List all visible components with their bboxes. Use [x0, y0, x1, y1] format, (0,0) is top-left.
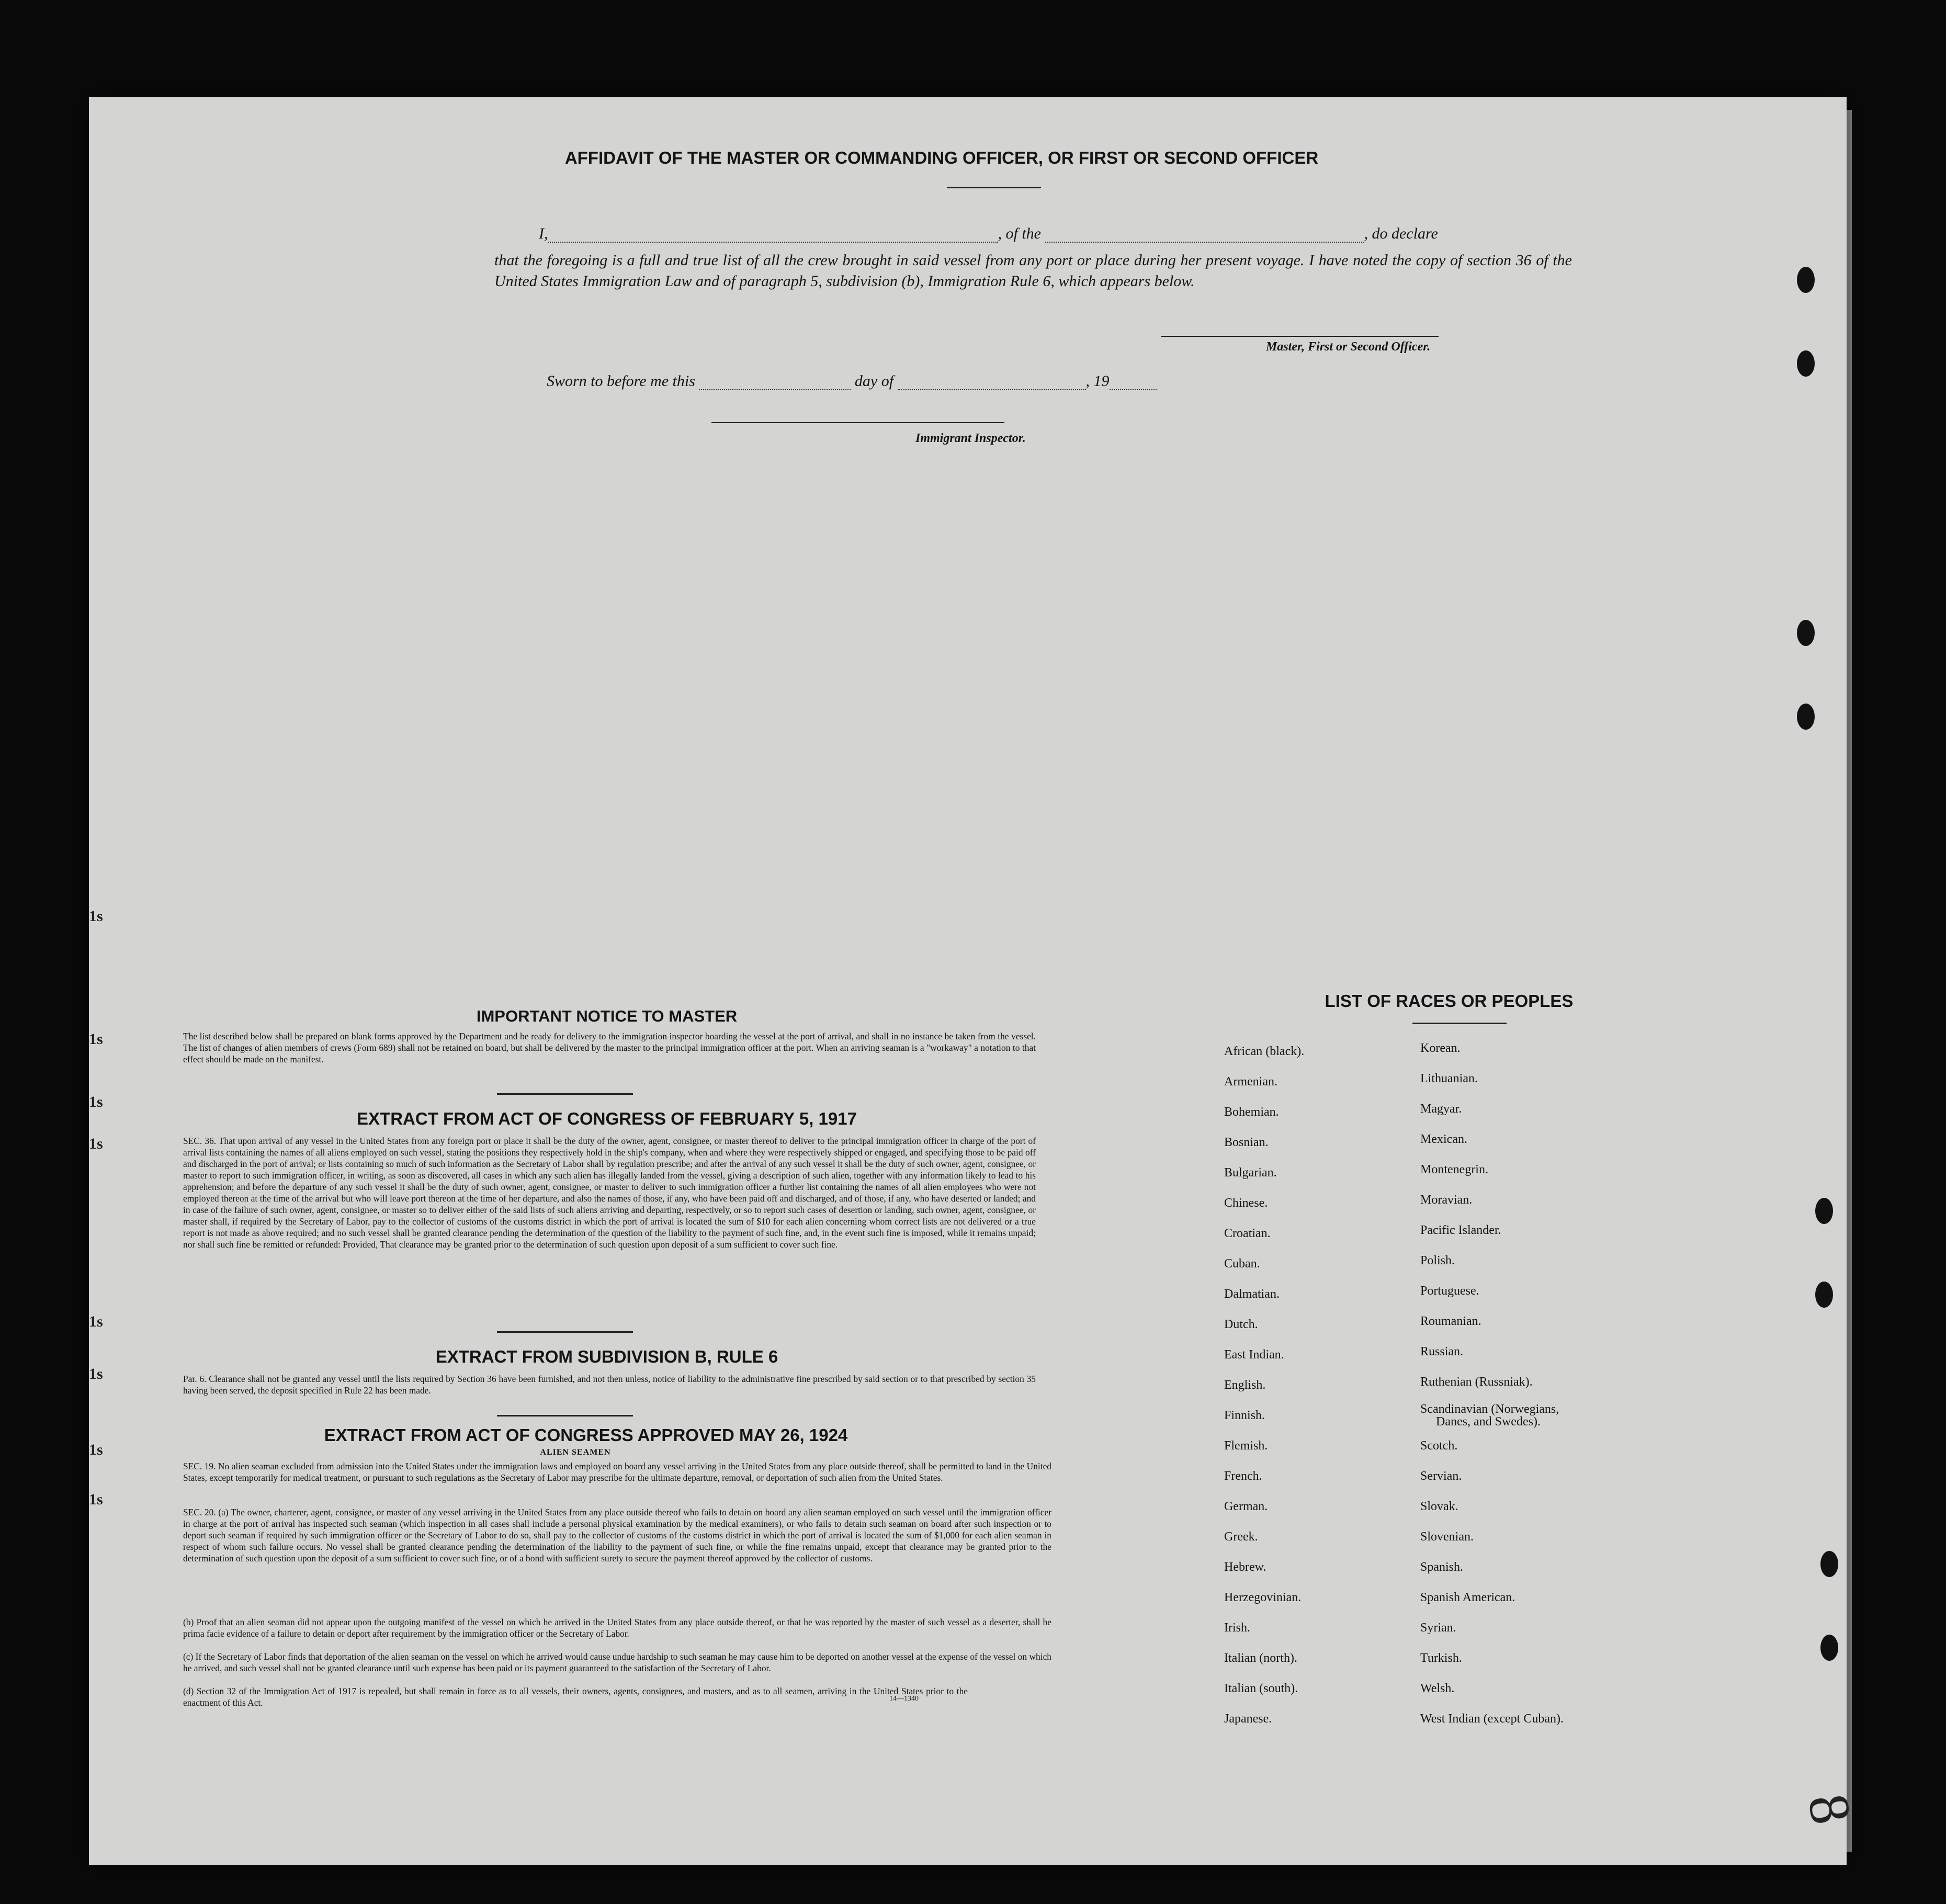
do-declare-label: , do declare — [1364, 225, 1438, 242]
notice-rule — [497, 1093, 633, 1095]
rule6-rule — [497, 1415, 633, 1416]
side-mark: 1s — [89, 1030, 103, 1048]
punch-hole — [1797, 620, 1815, 646]
declarant-line — [539, 225, 1585, 243]
race-left: Flemish. — [1224, 1439, 1268, 1453]
race-right: Spanish American. — [1420, 1591, 1515, 1604]
race-right: Spanish. — [1420, 1560, 1464, 1574]
race-left: Italian (north). — [1224, 1651, 1297, 1665]
side-mark: 1s — [89, 1135, 103, 1152]
punch-hole — [1797, 267, 1815, 293]
race-left: Hebrew. — [1224, 1560, 1266, 1574]
side-mark: 1s — [89, 1093, 103, 1110]
race-right: Montenegrin. — [1420, 1163, 1488, 1176]
race-left: Bohemian. — [1224, 1105, 1279, 1119]
race-left: African (black). — [1224, 1045, 1305, 1058]
sworn-label: Sworn to before me this — [547, 372, 695, 390]
race-left: German. — [1224, 1500, 1268, 1513]
sworn-year-field[interactable] — [1110, 389, 1157, 390]
affidavit-title: AFFIDAVIT OF THE MASTER OR COMMANDING OFFICER, OR FIRST OR SECOND OFFICER — [564, 148, 1319, 167]
form-number: 14—1340 — [889, 1695, 919, 1703]
notice-title: IMPORTANT NOTICE TO MASTER — [476, 1007, 738, 1025]
race-right: Syrian. — [1420, 1621, 1456, 1635]
race-left: Bulgarian. — [1224, 1166, 1277, 1180]
race-right: Danes, and Swedes). — [1436, 1415, 1541, 1429]
race-right: Portuguese. — [1420, 1284, 1479, 1298]
side-mark: 1s — [89, 908, 103, 925]
title-rule — [947, 187, 1041, 188]
race-right: Pacific Islander. — [1420, 1223, 1501, 1237]
affidavit-body: that the foregoing is a full and true list of all the crew brought in said vessel from any port or place during her present voyage. I have noted the copy of section 36 of the United States Immigration Law and of paragraph 5, subdivision (b), Immigration Rule 6, which appears below. — [494, 252, 1572, 290]
extract-1917-rule — [497, 1331, 633, 1333]
race-left: Herzegovinian. — [1224, 1591, 1302, 1604]
side-mark: 1s — [89, 1365, 103, 1382]
race-right: Turkish. — [1420, 1651, 1462, 1665]
corner-mark: 8 — [1796, 1789, 1864, 1829]
race-left: East Indian. — [1224, 1348, 1284, 1362]
bleed-through-text — [905, 411, 1794, 1143]
race-left: Italian (south). — [1224, 1682, 1298, 1695]
punch-hole — [1797, 350, 1815, 377]
name-field[interactable] — [548, 242, 998, 243]
extract-1924-sec20a: SEC. 20. (a) The owner, charterer, agent, consignee, or master of any vessel arriving in the United States from any place outside thereof who fails to detain on board any alien seaman employed on such vessel until the immigration officer in charge at the port of arrival has inspected such seaman (which inspection in all cases shall include a personal physical examination by the medical examiners), or who fails to detain such seaman on board after such inspection or to deport such seaman if required by such immigration officer or the Secretary of Labor to do so, shall pay to the collector of customs of the customs district in which the port of arrival is located the sum of $1,000 for each alien seaman in respect of whom such failure occurs. No vessel shall be granted clearance pending the determination of the liability to the payment of such fine, or while the fine remains unpaid, except that clearance may be granted prior to the determination of such question upon the deposit of a sum sufficient to cover such fine, or of a bond with sufficient surety to secure the payment thereof approved by the collector of customs. — [183, 1507, 1051, 1563]
race-right: Moravian. — [1420, 1193, 1473, 1207]
race-right: Scotch. — [1420, 1439, 1458, 1453]
race-left: Dalmatian. — [1224, 1287, 1280, 1301]
master-signature-line[interactable] — [1161, 335, 1439, 337]
race-left: Armenian. — [1224, 1075, 1277, 1089]
sworn-month-field[interactable] — [898, 389, 1086, 390]
side-mark: 1s — [89, 1313, 103, 1330]
extract-1924-sec20c: (c) If the Secretary of Labor finds that deportation of the alien seaman on the vessel on which he arrived would cause undue hardship to such seaman he may cause him to be deported on another vessel at the expense of the vessel on which he arrived, and such vessel shall not be granted clearance until such expense has been paid or its payment guaranteed to the satisfaction of the Secretary of Labor. — [183, 1651, 1051, 1673]
sworn-day-field[interactable] — [699, 389, 851, 390]
punch-hole — [1815, 1282, 1833, 1308]
race-left: Bosnian. — [1224, 1136, 1269, 1149]
punch-hole — [1820, 1635, 1838, 1661]
race-left: Cuban. — [1224, 1257, 1260, 1271]
race-right: Slovenian. — [1420, 1530, 1474, 1544]
race-left: Croatian. — [1224, 1227, 1271, 1240]
year-label: , 19 — [1085, 372, 1110, 390]
rule6-text: Par. 6. Clearance shall not be granted any vessel until the lists required by Section 36 have been furnished, and not then unless, notice of liability to the administrative fine prescribed by said section or to that prescribed by section 35 having been served, the deposit specified in Rule 22 has been made. — [183, 1374, 1036, 1396]
extract-1924-title: EXTRACT FROM ACT OF CONGRESS APPROVED MAY 26, 1924 — [324, 1425, 848, 1445]
extract-1924-sec19: SEC. 19. No alien seaman excluded from admission into the United States under the immigration laws and employed on board any vessel arriving in the United States from any place outside thereof, shall be permitted to land in the United States, except temporarily for medical treatment, or pursuant to such regulations as the Secretary of Labor may prescribe for the ultimate departure, removal, or deportation of such alien from the United States. — [183, 1461, 1051, 1483]
races-rule — [1412, 1023, 1507, 1024]
extract-1917-title: EXTRACT FROM ACT OF CONGRESS OF FEBRUARY 5, 1917 — [357, 1109, 857, 1128]
i-label: I, — [539, 225, 548, 242]
inspector-caption: Immigrant Inspector. — [915, 432, 1026, 445]
race-right: Lithuanian. — [1420, 1072, 1478, 1085]
race-right: West Indian (except Cuban). — [1420, 1712, 1564, 1726]
punch-hole — [1820, 1551, 1838, 1577]
race-right: Mexican. — [1420, 1132, 1467, 1146]
extract-1917-text: SEC. 36. That upon arrival of any vessel in the United States from any foreign port or place it shall be the duty of the owner, agent, consignee, or master thereof to deliver to the principal immigration officer in charge of the port of arrival lists containing the names of all aliens employed on such vessel, stating the positions they respectively hold in the ship's company, when and where they were respectively shipped or engaged, and specifying those to be paid off and discharged in the port of arrival; or lists containing so much of such information as the Secretary of Labor shall by regulation prescribe; and after the arrival of any such vessel it shall be the duty of such owner, agent, consignee, or master to report to such immigration officer, in writing, as soon as discovered, all cases in which any such alien has illegally landed from the vessel, giving a description of such alien, together with any information likely to lead to his apprehension; and before the departure of any such vessel it shall be the duty of such owner, agent, consignee, or master to deliver to such immigration officer a further list containing the names of all alien employees who were not employed thereon at the time of the arrival but who will leave port thereon at the time of her departure, and also the names of those, if any, who have been paid off and discharged, and of those, if any, who have deserted or landed; and in case of the failure of such owner, agent, consignee, or master so to deliver either of the said lists of such aliens arriving and departing, respectively, or so to report such cases of desertion or landing, such owner, agent, consignee, or master shall, if required by the Secretary of Labor, pay to the collector of customs of the customs district in which the port of arrival is located the sum of $10 for each alien concerning whom correct lists are not delivered or a true report is not made as above required; and no such vessel shall be granted clearance pending the determination of the question of the liability to the payment of such fine, and, in the event such fine is imposed, while it remains unpaid; nor shall such fine be remitted or refunded: Provided, That clearance may be granted prior to the determination of such question upon deposit of a sum sufficient to cover such fine. — [183, 1136, 1036, 1250]
race-left: French. — [1224, 1469, 1262, 1483]
race-left: Finnish. — [1224, 1409, 1265, 1422]
race-left: English. — [1224, 1378, 1266, 1392]
race-left: Dutch. — [1224, 1318, 1258, 1331]
day-of-label: day of — [854, 372, 894, 390]
master-signature-caption: Master, First or Second Officer. — [1266, 340, 1431, 354]
race-right: Welsh. — [1420, 1682, 1455, 1695]
race-left: Japanese. — [1224, 1712, 1272, 1726]
race-right: Polish. — [1420, 1254, 1455, 1267]
extract-1924-sec20b: (b) Proof that an alien seaman did not appear upon the outgoing manifest of the vessel on which he arrived in the United States from any place outside thereof, or that he was reported by the master of such vessel as a deserter, shall be prima facie evidence of a failure to detain or deport after requirement by the immigration officer or the Secretary of Labor. — [183, 1617, 1051, 1639]
race-right: Slovak. — [1420, 1500, 1458, 1513]
race-left: Greek. — [1224, 1530, 1258, 1544]
rule6-title: EXTRACT FROM SUBDIVISION B, RULE 6 — [435, 1347, 778, 1366]
race-left: Chinese. — [1224, 1196, 1268, 1210]
race-right: Scandinavian (Norwegians, — [1420, 1402, 1559, 1416]
punch-hole — [1815, 1198, 1833, 1224]
vessel-field[interactable] — [1045, 242, 1364, 243]
extract-1924-sec20d: (d) Section 32 of the Immigration Act of 1917 is repealed, but shall remain in force as to all vessels, their owners, agents, consignees, and masters, and as to all seamen, arriving in the United States prior to the enactment of this Act. — [183, 1686, 968, 1708]
manifest-page — [89, 97, 1864, 1865]
race-right: Roumanian. — [1420, 1314, 1481, 1328]
race-right: Servian. — [1420, 1469, 1462, 1483]
race-left: Irish. — [1224, 1621, 1250, 1635]
race-right: Magyar. — [1420, 1102, 1462, 1116]
notice-text: The list described below shall be prepared on blank forms approved by the Department and be ready for delivery to the immigration inspector boarding the vessel at the port of arrival, and shall in no instance be taken from the vessel. The list of changes of alien members of crews (Form 689) shall not be retained on board, but shall be delivered by the master to the principal immigration officer at the port. When an arriving seaman is a "workaway" a notation to that effect should be made on the manifest. — [183, 1031, 1036, 1064]
side-mark: 1s — [89, 1441, 103, 1458]
punch-hole — [1797, 704, 1815, 730]
race-right: Russian. — [1420, 1345, 1464, 1358]
inspector-signature-line[interactable] — [711, 421, 1004, 423]
extract-1924-subtitle: ALIEN SEAMEN — [540, 1448, 611, 1457]
of-the-label: , of the — [998, 225, 1041, 242]
side-mark: 1s — [89, 1491, 103, 1508]
races-title: LIST OF RACES OR PEOPLES — [1325, 991, 1574, 1011]
race-right: Ruthenian (Russniak). — [1420, 1375, 1533, 1389]
sworn-line — [547, 372, 1157, 390]
race-right: Korean. — [1420, 1041, 1461, 1055]
